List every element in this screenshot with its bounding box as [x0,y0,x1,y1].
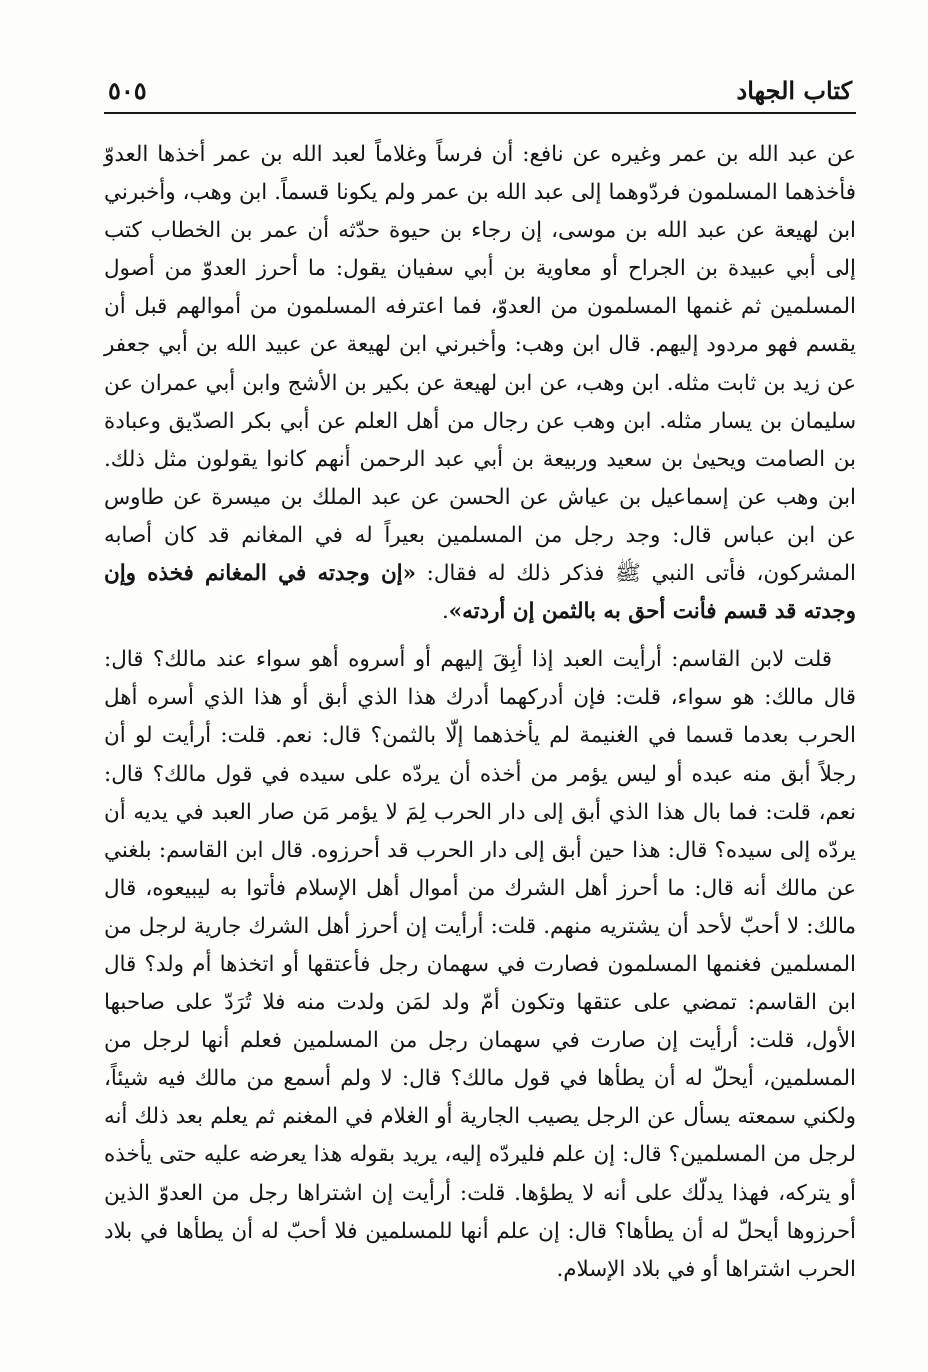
paragraph-1-text: عن عبد الله بن عمر وغيره عن نافع: أن فرساً وغلاماً لعبد الله بن عمر أخذها العدوّ فأخذهما المسلمون فردّوهما إلى عبد الله بن عمر ولم يكونا قسماً. ابن وهب، وأخبرني ابن لهيعة عن عبد الله بن موسى، إن رجاء بن حيوة حدّثه أن عمر بن الخطاب كتب إلى أبي عبيدة بن الجراح أو معاوية بن أبي سفيان يقول: ما أحرز العدوّ من أصول المسلمين ثم غنمها المسلمون من العدوّ، فما اعترفه المسلمون من أموالهم قبل أن يقسم فهو مردود إليهم. قال ابن وهب: وأخبرني ابن لهيعة عن عبيد الله بن أبي جعفر عن زيد بن ثابت مثله. ابن وهب، عن ابن لهيعة عن بكير بن الأشج وابن أبي عمران عن سليمان بن يسار مثله. ابن وهب عن رجال من أهل العلم عن أبي بكر الصدّيق وعبادة بن الصامت ويحيىٰ بن سعيد وربيعة بن أبي عبد الرحمن أنهم كانوا يقولون مثل ذلك. ابن وهب عن إسماعيل بن عياش عن الحسن عن عبد الملك بن ميسرة عن طاوس عن ابن عباس قال: وجد رجل من المسلمين بعيراً له في المغانم قد كان أصابه المشركون، فأتى النبي ﷺ فذكر ذلك له فقال: [104,142,856,587]
page-body [104,136,856,1289]
paragraph-2-text: قلت لابن القاسم: أرأيت العبد إذا أبِقَ إليهم أو أسروه أهو سواء عند مالك؟ قال: قال مالك: هو سواء، قلت: فإن أدركهما أدرك هذا الذي أبق أو هذا الذي أسره أهل الحرب بعدما قسما في الغنيمة لم يأخذهما إلّا بالثمن؟ قال: نعم. قلت: أرأيت لو أن رجلاً أبق منه عبده أو ليس يؤمر من أخذه أن يردّه على سيده في قول مالك؟ قال: نعم، قلت: فما بال هذا الذي أبق إلى دار الحرب لِمَ لا يؤمر مَن صار العبد في يديه أن يردّه إلى سيده؟ قال: هذا حين أبق إلى دار الحرب قد أحرزوه. قال ابن القاسم: بلغني عن مالك أنه قال: ما أحرز أهل الشرك من أموال أهل الإسلام فأتوا به ليبيعوه، قال مالك: لا أحبّ لأحد أن يشتريه منهم. قلت: أرأيت إن أحرز أهل الشرك جارية لرجل من المسلمين فغنمها المسلمون فصارت في سهمان رجل فأعتقها أو اتخذها أم ولد؟ قال ابن القاسم: تمضي على عتقها وتكون أمّ ولد لمَن ولدت منه فلا تُرَدّ على صاحبها الأول، قلت: أرأيت إن صارت في سهمان رجل من المسلمين فعلم أنها لرجل من المسلمين، أيحلّ له أن يطأها في قول مالك؟ قال: لا ولم أسمع من مالك فيه شيئاً، ولكني سمعته يسأل عن الرجل يصيب الجارية أو الغلام في المغنم ثم يعلم بعد ذلك أنه لرجل من المسلمين؟ قال: إن علم فليردّه إليه، يريد بقوله هذا يعرضه عليه حتى يأخذه أو يتركه، فهذا يدلّك على أنه لا يطؤها. قلت: أرأيت إن اشتراها رجل من العدوّ الذين أحرزوها أيحلّ له أن يطأها؟ قال: إن علم أنها للمسلمين فلا أحبّ له أن يطأها في بلاد الحرب اشتراها أو في بلاد الإسلام. [104,647,856,1282]
paragraph-1-tail: . [441,599,449,625]
header-divider [104,112,856,114]
hadith-quote: «إن وجدته في المغانم فخذه وإن وجدته قد قسم فأنت أحق به بالثمن إن أردته» [104,561,856,625]
paragraph-1 [104,136,856,631]
chapter-title: كتاب الجهاد [736,76,852,105]
page-header [104,74,856,108]
page-number: ٥٠٥ [108,76,147,105]
paragraph-2 [104,641,856,1289]
